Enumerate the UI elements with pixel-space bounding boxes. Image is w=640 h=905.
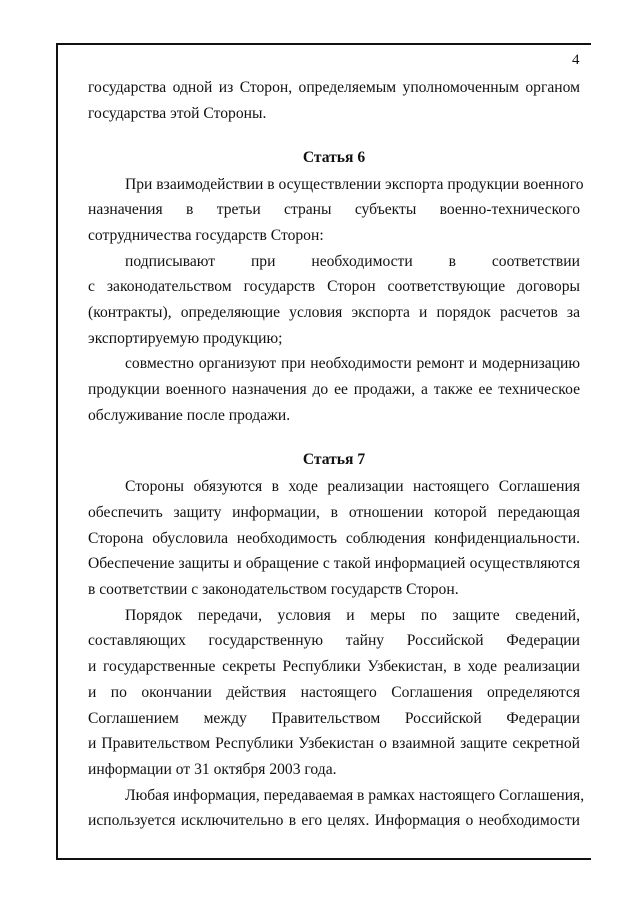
text-line: Любая информация, передаваемая в рамках настоящего Соглашения, <box>125 787 585 804</box>
text-line: подписывают при необходимости в соответствии <box>125 253 580 270</box>
text-line: продукции военного назначения до ее продажи, а также ее техническое <box>88 381 580 398</box>
text-line: сотрудничества государств Сторон: <box>88 227 324 244</box>
text-line: (контракты), определяющие условия экспорта и порядок расчетов за <box>88 304 580 321</box>
text-line: Соглашением между Правительством Российской Федерации <box>88 710 580 727</box>
text-line: экспортируемую продукцию; <box>88 330 283 347</box>
text-line: обслуживание после продажи. <box>88 407 291 424</box>
text-line: совместно организуют при необходимости ремонт и модернизацию <box>125 355 580 372</box>
text-line: Сторона обусловила необходимость соблюдения конфиденциальности. <box>88 530 580 547</box>
article-6-heading: Статья 6 <box>302 149 366 166</box>
text-line: назначения в третьи страны субъекты военно-технического <box>88 201 580 218</box>
text-line: Обеспечение защиты и обращение с такой информацией осуществляются <box>88 555 580 572</box>
text-line: и по окончании действия настоящего Соглашения определяются <box>88 684 580 701</box>
page-number: 4 <box>572 52 580 68</box>
text-line: информации от 31 октября 2003 года. <box>88 761 337 778</box>
text-line: и Правительством Республики Узбекистан о взаимной защите секретной <box>88 735 580 752</box>
text-line: составляющих государственную тайну Российской Федерации <box>88 632 580 649</box>
text-line: с законодательством государств Сторон соответствующие договоры <box>88 278 580 295</box>
text-line: и государственные секреты Республики Узбекистан, в ходе реализации <box>88 658 580 675</box>
text-line: При взаимодействии в осуществлении экспорта продукции военного <box>125 176 584 193</box>
text-line: обеспечить защиту информации, в отношении которой передающая <box>88 504 580 521</box>
text-line: Порядок передачи, условия и меры по защите сведений, <box>125 607 580 624</box>
text-line: в соответствии с законодательством государств Сторон. <box>88 581 459 598</box>
text-line: государства одной из Сторон, определяемым уполномоченным органом <box>88 79 580 96</box>
text-line: используется исключительно в его целях. Информация о необходимости <box>88 812 580 829</box>
article-7-heading: Статья 7 <box>302 451 366 468</box>
text-line: Стороны обязуются в ходе реализации настоящего Соглашения <box>125 478 580 495</box>
text-line: государства этой Стороны. <box>88 105 267 122</box>
